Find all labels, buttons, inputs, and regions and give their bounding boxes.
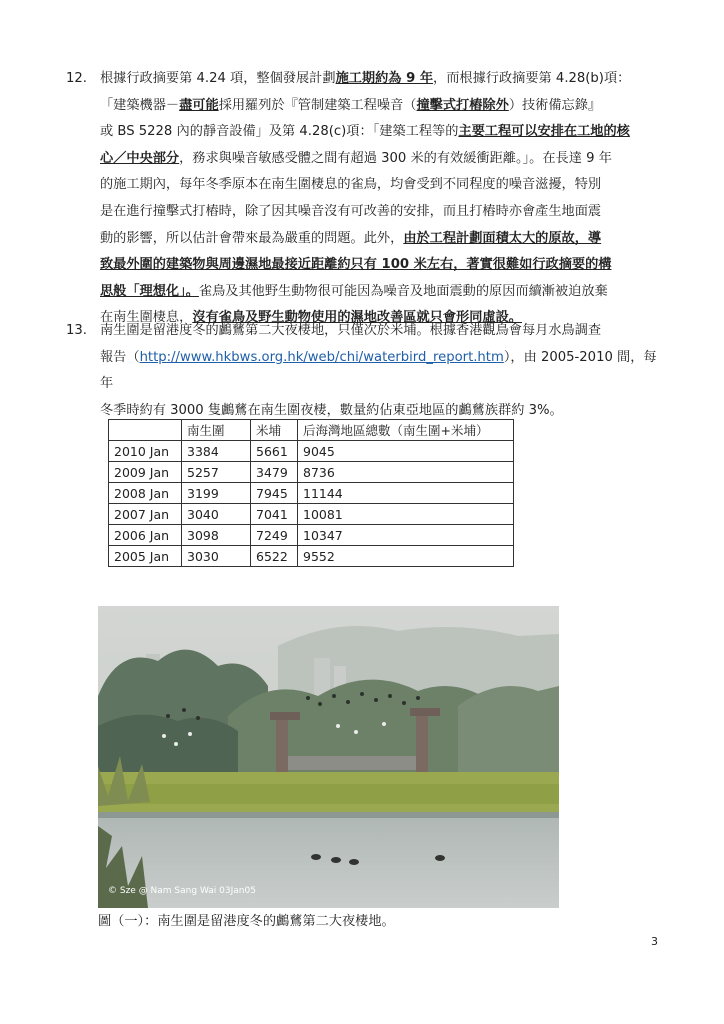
table-row [109, 525, 514, 546]
table-cell: 3199 [182, 483, 251, 504]
text-run: ，而根據行政摘要第 4.28(b)項： [433, 71, 631, 86]
photo-credit: © Sze @ Nam Sang Wai 03Jan05 [108, 886, 256, 896]
text-run: 在南生圍棲息， [100, 310, 193, 326]
table-cell: 2007 Jan [109, 504, 182, 525]
table-cell: 7041 [251, 504, 298, 525]
table-cell: 10347 [298, 525, 514, 546]
table-cell: 3384 [182, 441, 251, 462]
waterbird-report-link[interactable]: http://www.hkbws.org.hk/web/chi/waterbird_report.htm [139, 349, 504, 365]
table-header-cell: 米埔 [251, 420, 298, 441]
text-run: 採用羅列於『管制建築工程噪音（ [218, 97, 417, 113]
table-cell: 6522 [251, 546, 298, 567]
emphasis-text: 盡可能 [179, 97, 219, 113]
table-cell: 10081 [298, 504, 514, 525]
table-cell: 3030 [182, 546, 251, 567]
text-run: 冬季時約有 3000 隻鸕鶿在南生圍夜棲，數量約佔東亞地區的鸕鶿族群約 3%。 [100, 402, 563, 418]
table-cell: 2009 Jan [109, 462, 182, 483]
paragraph-13 [66, 318, 666, 424]
text-run: ，務求與噪音敏感受體之間有超過 300 米的有效緩衝距離。」。在長達 9 年 [179, 150, 612, 166]
table-header-row [109, 420, 514, 441]
cormorant-count-table [108, 419, 514, 567]
table-cell: 3098 [182, 525, 251, 546]
table-cell: 7249 [251, 525, 298, 546]
text-run: 「建築機器－ [100, 97, 180, 113]
emphasis-text: 沒有雀鳥及野生動物使用的濕地改善區就只會形同虛設。 [192, 310, 522, 326]
text-run: 根據行政摘要第 4.24 項，整個發展計劃 [100, 71, 336, 86]
emphasis-text: 施工期約為 9 年 [335, 71, 434, 86]
wetland-photo [98, 606, 559, 908]
emphasis-text: 撞擊式打樁除外 [416, 97, 509, 113]
paragraph-body [100, 318, 666, 424]
table-cell: 7945 [251, 483, 298, 504]
emphasis-text: 致最外圍的建築物與周邊濕地最接近距離約只有 100 米左右，著實很難如行政摘要的構 [100, 257, 612, 273]
table-header-cell: 后海灣地區總數（南生圍+米埔） [298, 420, 514, 441]
emphasis-text: 主要工程可以安排在工地的核 [458, 124, 630, 140]
photo-illustration [98, 606, 559, 908]
table-row [109, 504, 514, 525]
paragraph-number: 12. [66, 71, 87, 86]
table-cell: 8736 [298, 462, 514, 483]
table-cell: 5257 [182, 462, 251, 483]
table-header-cell: 南生圍 [182, 420, 251, 441]
table-cell: 3040 [182, 504, 251, 525]
text-run: 或 BS 5228 內的靜音設備」及第 4.28(c)項：「建築工程等的 [100, 124, 459, 140]
paragraph-body [100, 66, 666, 332]
text-run: 雀鳥及其他野生動物很可能因為噪音及地面震動的原因而續漸被迫放棄 [198, 283, 608, 299]
table-cell: 9045 [298, 441, 514, 462]
paragraph-12 [66, 66, 666, 332]
text-run: 南生圍是留港度冬的鸕鶿第二大夜棲地，只僅次於米埔。根據香港觀鳥會每月水鳥調查 [100, 323, 602, 338]
table-cell: 9552 [298, 546, 514, 567]
text-run: 報告（ [100, 349, 140, 365]
table-cell: 5661 [251, 441, 298, 462]
text-run: 動的影響，所以估計會帶來最為嚴重的問題。此外， [100, 230, 404, 246]
text-run: ），由 2005-2010 間，每年 [100, 349, 657, 392]
table-cell: 11144 [298, 483, 514, 504]
table-cell: 2008 Jan [109, 483, 182, 504]
emphasis-text: 思般「理想化」。 [100, 283, 199, 299]
table-row [109, 546, 514, 567]
text-run: 是在進行撞擊式打樁時，除了因其噪音沒有可改善的安排，而且打樁時亦會產生地面震 [100, 203, 602, 219]
table-row [109, 441, 514, 462]
text-run: 的施工期內，每年冬季原本在南生圍棲息的雀鳥，均會受到不同程度的噪音滋擾，特別 [100, 177, 602, 193]
table-cell: 2005 Jan [109, 546, 182, 567]
table-cell: 2006 Jan [109, 525, 182, 546]
page-number: 3 [651, 935, 658, 948]
emphasis-text: 心／中央部分 [100, 150, 180, 166]
table-cell: 2010 Jan [109, 441, 182, 462]
table-cell: 3479 [251, 462, 298, 483]
table-header-cell [109, 420, 182, 441]
table-row [109, 462, 514, 483]
emphasis-text: 由於工程計劃面積太大的原故，導 [403, 230, 602, 246]
text-run: ）技術備忘錄』 [508, 97, 602, 113]
paragraph-number: 13. [66, 323, 87, 338]
table-row [109, 483, 514, 504]
figure-caption: 圖（一）：南生圍是留港度冬的鸕鶿第二大夜棲地。 [98, 914, 395, 929]
